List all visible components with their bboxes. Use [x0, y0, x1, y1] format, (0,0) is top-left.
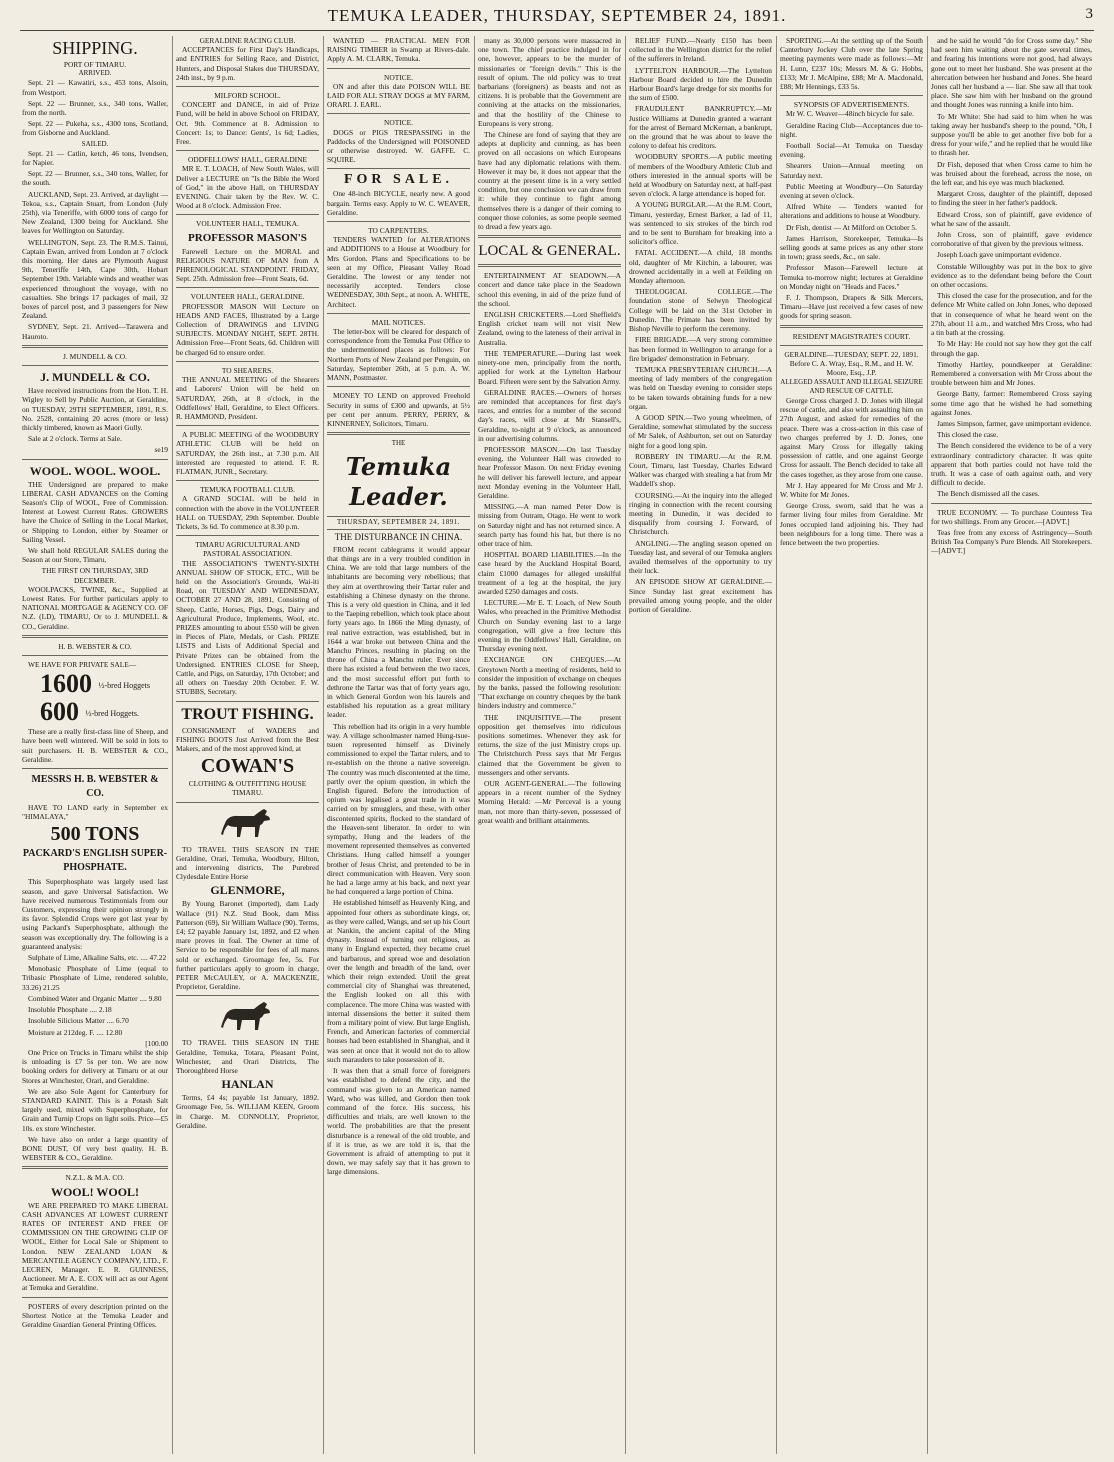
- china-paragraph: This rebellion had its origin in a very humble way. A village schoolmaster named Hung-tsue-tsuen represented himself as Divinely commissioned to expel the Tartar rulers, and to re-establish on the throne a native sovereign. The country was much discontented at the time, partly over the opium question, in which the English figured. Before the introduction of opium was legalised a great trade in it was carried on by smugglers, and these, with other discontented spirits, flocked to the standard of the Heaven-sent liberator. In order to win sympathy, Hung and the leaders of the movement represented themselves as converted Christians. Hung called himself a younger brother of Jesus Christ, and pretended to be in direct communication with Heaven. Very soon he had a large army at his back, and next year he had conquered a large portion of China.: [327, 721, 470, 897]
- money-text: MONEY TO LEND on approved Freehold Security in sums of £300 and upwards, at 5½ per cent per annum. PERRY, PERRY, & KINNERNEY, Solicitors, Timaru.: [327, 391, 470, 428]
- court-continued: Dr Fish, deposed that when Cross came to him he was bruised about the forehead, across the nose, on the left ear, and his eye was much blackened.: [931, 159, 1092, 188]
- divider: [22, 1166, 168, 1169]
- court-continued: John Cross, son of plaintiff, gave evidence corroborative of that given by the previous witness.: [931, 230, 1092, 249]
- local-item: PROFESSOR MASON.—On last Tuesday evening, the Volunteer Hall was crowded to hear Professor Mason. On next Friday evening he will deliver his farewell lecture, and appear next Monday evening in the Volunteer Hall, Geraldine.: [478, 444, 621, 500]
- local-item: ENTERTAINMENT AT SEADOWN.—A concert and dance take place in the Seadown school this evening, in aid of the prize fund of the school.: [478, 271, 621, 308]
- analysis-item: Sulphate of Lime, Alkaline Salts, etc. .... 47.22: [28, 953, 167, 963]
- column-2: [176, 36, 319, 1456]
- local-item: EXCHANGE ON CHEQUES.—At Greytown North a meeting of residents, held to consider the imposition of exchange on cheques by the banks, passed the following resolution: "That exchange on country cheques by the bank hinders industry and commerce.": [478, 655, 621, 711]
- arrival-item: Sept. 22 — Pukeha, s.s., 4300 tons, Scotland, from Gisborne and Auckland.: [22, 119, 168, 138]
- divider: [931, 503, 1092, 504]
- divider: [176, 287, 319, 288]
- court-paragraph: Mr J. Hay appeared for Mr Cross and Mr J. W. White for Mr Jones.: [780, 480, 923, 499]
- wanted-text: WANTED — PRACTICAL MEN FOR RAISING TIMBER in Swamp at Rivers-dale. Apply A. M. CLARK, Temuka.: [327, 36, 470, 64]
- local-item: THE TEMPERATURE.—During last week ninety-one men, principally from the north, applied for work at the Lyttelton Harbour Board. Fifteen were sent by the Salvation Army.: [478, 348, 621, 386]
- column-rule: [927, 36, 928, 1454]
- local-item: THEOLOGICAL COLLEGE.—The foundation stone of Selwyn Theological College will be laid on the 31st October in Dunedin. The Primate has been invited by Bishop Neville to perform the ceremony.: [629, 287, 772, 334]
- arrival-item: Sept. 21 — Kawatiri, s.s., 453 tons, Alsoin, from Westport.: [22, 78, 168, 97]
- woolpacks-text: WOOLPACKS, TWINE, &c., Supplied at Lowest Rates. For further particulars apply to NATIONAL MORTGAGE & AGENCY CO. OF N.Z. (LD), TIMARU, Or to J. MUNDELL & CO., Geraldine.: [22, 584, 168, 631]
- athletic-text: A PUBLIC MEETING of the WOODBURY ATHLETIC CLUB will be held on SATURDAY, the 26th inst., at 7.30 p.m. All interested are requested to attend. F. R. FLATMAN, JUNR., Secretary.: [176, 430, 319, 476]
- packard-price: One Price on Trucks in Timaru whilst the ship is unloading is £7 5s per ton. We are now booking orders for delivery at Timaru or at our Stores at Winchester, Orari, and Geraldine.: [22, 1047, 168, 1085]
- synopsis-heading: SYNOPSIS OF ADVERTISEMENTS.: [793, 100, 910, 110]
- auckland-report: AUCKLAND, Sept. 23. Arrived, at daylight — Tekoa, s.s., Captain Stuart, from London (July 25th), via Teneriffe, with 6000 tons of cargo for New Zealand, 1300 being for Auckland. She leaves for Wellington on Saturday.: [22, 189, 168, 236]
- column-6: [780, 36, 923, 1456]
- court-paragraph: George Cross charged J. D. Jones with illegal rescue of cattle, and also with assaulting him on 27th August, and asked for remedies of the peace. There was a cross-action in this case of two charges preferred by J. D. Jones, one against Mary Cross for illegally taking possession of cattle, and one against George Cross for assault. The Bench decided to take all the cases together, as they arose from one cause.: [780, 395, 923, 479]
- local-item: TEMUKA PRESBYTERIAN CHURCH.—A meeting of lady members of the congregation was held on Tuesday evening to consider steps to be taken towards obtaining funds for a new organ.: [629, 364, 772, 411]
- local-item: A GOOD SPIN.—Two young wheelmen, of Geraldine, somewhat stimulated by the success of Mr Salek, of Ashburton, set out on Saturday night for a good long spin.: [629, 412, 772, 450]
- port-heading: PORT OF TIMARU.: [63, 60, 127, 69]
- local-item: LYTTELTON HARBOUR.—The Lyttelton Harbour Board decided to hire the Dunedin Harbour Board's large dredge for six months for the sum of £500.: [629, 65, 772, 103]
- messrs-heading: MESSRS H. B. WEBSTER & CO.: [31, 774, 159, 800]
- local-item: HOSPITAL BOARD LIABILITIES.—In the case heard by the Auckland Hospital Board, claim £1000 damages for alleged unskilful treatment of a leg at the hospital, the jury awarded £250 damages and costs.: [478, 550, 621, 596]
- sporting-text: SPORTING.—At the settling up of the South Canterbury Jockey Club over the late Spring meeting payments were made as follows:—Mr H. Lunn, £237 10s; Messrs M. & G. Hobbs, £133; Mr J. McAlpine, £88; Mr A. Macdonald, £88; Mr Hennings, £33 5s.: [780, 36, 923, 92]
- divider: [22, 345, 168, 348]
- webster-text: WE HAVE FOR PRIVATE SALE—: [28, 659, 137, 669]
- arrived-heading: ARRIVED.: [78, 69, 112, 78]
- china-paragraph: FROM recent cablegrams it would appear that things are in a very troubled condition in China. We are told that large numbers of the inhabitants are becoming very rebellious; that they aim at overthrowing their Tartar ruler and establishing a Chinese dynasty on the throne. This is a very old question in China, and it led to the Taeping rebellion, which took place about forty years ago. In 1866 the Ming dynasty, of real native extraction, was established, but in 1644 a war broke out between China and the Manchu Princes, resulting in placing on the throne of China a Manchu ruler. Ever since there has existed a feud between the two races, and the most successful effort put forth to dethrone the Tartar was that of forty years ago, in which General Gordon won his laurels and established his reputation as a great military leader.: [327, 544, 470, 720]
- divider: [327, 68, 470, 69]
- bicycle-text: One 48-inch BICYCLE, nearly new. A good bargain. Terms easy. Apply to W. C. WEAVER, Geraldine.: [327, 189, 470, 217]
- synopsis-item: Dr Fish, dentist — At Milford on October 5.: [786, 222, 917, 232]
- paper-dateline: THURSDAY, SEPTEMBER 24, 1891.: [327, 516, 470, 529]
- volunteer-geraldine-text: PROFESSOR MASON Will Lecture on HEADS AND FACES, Illustrated by a Large Collection of DRAWINGS and LIVING SUBJECTS. MONDAY NIGHT, SEPT. 28TH. Admission Free—Front Seats, 6d. Children will be charged 6d to ensure order.: [176, 301, 319, 357]
- volunteer-heading: VOLUNTEER HALL, TEMUKA.: [196, 219, 299, 229]
- divider: [176, 86, 319, 87]
- mundell-text: Have received instructions from the Hon. T. H. Wigley to Sell by Public Auction, at Geraldine, on TUESDAY, 29TH SEPTEMBER, 1891, R.S. No. 2528, containing 20 acres (more or less) thickly timbered, known as Maori Gully.: [22, 386, 168, 432]
- mason-text: Farewell Lecture on the MORAL and RELIGIOUS NATURE OF MAN from A PHRENOLOGICAL STANDPOINT. FRIDAY, Sept. 25th. Admission free—Front Seats, 6d.: [176, 246, 319, 284]
- local-item: ANGLING.—The angling season opened on Tuesday last, and several of our Temuka anglers availed themselves of the opportunity to try their luck.: [629, 538, 772, 576]
- china-heading: THE DISTURBANCE IN CHINA.: [334, 531, 463, 542]
- divider: [780, 95, 923, 96]
- hoggets-row: [40, 671, 168, 699]
- milford-text: CONCERT and DANCE, in aid of Prize Fund, will be held in above School on FRIDAY, Oct. 9th. Commence at 8. Admission to Concert: 1s; to Dance: Gents', 1s 6d; Ladies, Free.: [176, 100, 319, 147]
- carpenters-text: TENDERS WANTED for ALTERATIONS and ADDITIONS to a House at Woodbury for Mrs Gordon. Plans and Specifications to be seen at my Office, Pleasant Valley Road Geraldine. The lowest or any tender not necessarily accepted. Tenders close WEDNESDAY, 30th Sept., at noon. A. WHITE, Architect.: [327, 235, 470, 309]
- hoggets-row: [40, 699, 168, 727]
- divider: [327, 113, 470, 114]
- horse-icon: [220, 1000, 276, 1034]
- hoggets-count: 1600: [40, 669, 92, 699]
- tons-heading: 500 TONS: [50, 823, 140, 846]
- column-3: [327, 36, 470, 1456]
- analysis-item: Insoluble Phosphate .... 2.18: [28, 1005, 112, 1015]
- football-heading: TEMUKA FOOTBALL CLUB.: [200, 485, 295, 495]
- bone-dust-text: We have also on order a large quantity of BONE DUST, Of very best quality. H. B. WEBSTER & CO., Geraldine.: [22, 1134, 168, 1163]
- milford-heading: MILFORD SCHOOL.: [214, 91, 281, 101]
- synopsis-item: Professor Mason—Farewell lecture at Temuka to-morrow night; lectures at Geraldine on Monday night on "Heads and Faces.": [780, 263, 923, 291]
- mason-heading: PROFESSOR MASON'S: [188, 231, 307, 244]
- synopsis-item: Shearers Union—Annual meeting on Saturday next.: [780, 161, 923, 180]
- hanlan-heading: HANLAN: [221, 1077, 274, 1092]
- agri-heading: TIMARU AGRICULTURAL AND PASTORAL ASSOCIATION.: [195, 540, 300, 559]
- court-charge: ALLEGED ASSAULT AND ILLEGAL SEIZURE AND RESCUE OF CATTLE.: [780, 377, 923, 395]
- court-continued: To Mr Hay: He could not say how they got the calf through the gap.: [931, 339, 1092, 358]
- analysis-item: Insoluble Silicious Matter .... 6.70: [28, 1016, 129, 1026]
- divider: [176, 480, 319, 481]
- trout-heading: TROUT FISHING.: [181, 705, 314, 723]
- local-item: MISSING.—A man named Peter Dow is missing from Outram, Otago. He went to work on Saturday night and has not returned since. A search party has found his hat, but there is no other trace of him.: [478, 502, 621, 548]
- local-item: ROBBERY IN TIMARU.—At the R.M. Court, Timaru, last Tuesday, Charles Edward Walker was charged with stealing a hat from Mr Waddell's shop.: [629, 451, 772, 489]
- local-item: FIRE BRIGADE.—A very strong committee has been formed in Wellington to arrange for a fire brigades' demonstration in February.: [629, 335, 772, 363]
- analysis-item: Combined Water and Organic Matter .... 9.80: [28, 993, 162, 1003]
- advert-tea: TRUE ECONOMY. — To purchase Countess Tea for two shillings. From any Grocer.—[ADVT.]: [931, 507, 1092, 526]
- cowan-heading: COWAN'S: [200, 755, 295, 778]
- paper-nameplate: Temuka Leader.: [345, 452, 452, 512]
- local-item: RELIEF FUND.—Nearly £150 has been collected in the Wellington district for the relief of the sufferers in Ireland.: [629, 36, 772, 64]
- local-item: FRAUDULENT BANKRUPTCY.—Mr Justice Williams at Dunedin granted a warrant for the arrest of Bernard McKernan, a bankrupt, on the ground that he was about to leave the colony to defeat his creditors.: [629, 104, 772, 151]
- mundell-name: J. MUNDELL & CO.: [40, 370, 150, 385]
- divider: [478, 264, 621, 267]
- divider: [327, 221, 470, 222]
- hoggets-count: 600: [40, 697, 79, 727]
- court-continued: This closed the case for the prosecution, and for the defence Mr White called on John Jones, who deposed that in consequence of what he heard went on the 27th, about 11 a.m., and watched Mrs Cross, who had a tin bath at the crossing.: [931, 291, 1092, 338]
- glenmore-text: TO TRAVEL THIS SEASON IN THE Geraldine, Orari, Temuka, Woodbury, Hilton, and intervening districts, The Purebred Clydesdale Entire Horse: [176, 844, 319, 882]
- agri-text: THE ASSOCIATION'S TWENTY-SIXTH ANNUAL SHOW OF STOCK, ETC., Will be held on the Association's Grounds, Wai-iti Road, on TUESDAY AND WEDNESDAY, OCTOBER 27 AND 28, 1891, Consisting of Sheep, Cattle, Horses, Pigs, Dogs, Dairy and Agricultural Produce, Implements, Wool, etc. PRIZES amounting to about £550 will be given in Pieces of Plate, Medals, or Cash. PRIZE LISTS and Lists of Additional Special and Private Prizes can be obtained from the Undersigned. ENTRIES CLOSE for Sheep, Cattle, and Pigs, on Saturday, 17th October; and all others on Tuesday 20th October. F. W. STUBBS, Secretary.: [176, 558, 319, 697]
- local-item: FATAL ACCIDENT.—A child, 18 months old, daughter of Mr Kitchin, a labourer, was drowned accidentally in a well at Feilding on Monday afternoon.: [629, 248, 772, 286]
- page-number: 3: [1085, 6, 1094, 22]
- sailed-item: Sept. 21 — Catlin, ketch, 46 tons, Ivendsen, for Napier.: [22, 148, 168, 168]
- local-general-heading: LOCAL & GENERAL.: [478, 243, 621, 260]
- synopsis-item: Alfred White — Tenders wanted for alterations and additions to house at Woodbury.: [780, 202, 923, 221]
- court-continued: This closed the case.: [937, 430, 999, 440]
- local-item: COURSING.—At the inquiry into the alleged ringing in connection with the recent coursing meeting in Dunedin, it was decided to disqualify from coursing J. Forward, of Christchurch.: [629, 490, 772, 537]
- divider: [176, 995, 319, 996]
- sailed-item: Sept. 22 — Brunner, s.s., 340 tons, Waller, for the south.: [22, 169, 168, 188]
- oddfellows-heading: ODDFELLOWS' HALL, GERALDINE: [188, 155, 307, 165]
- horse-icon: [220, 807, 276, 841]
- messrs-text: HAVE TO LAND early in September ex "HIMALAYA,": [22, 803, 168, 822]
- synopsis-item: James Harrison, Storekeeper, Temuka—Is selling goods at same prices as any other store in town; grass seeds, &c., on sale.: [780, 233, 923, 262]
- china-continued: many as 30,000 persons were massacred in one town. The chief practice indulged in for one, however, appears to be the murder of missionaries or "foreign devils." This is the result of opium. The old policy was to treat barbarians (foreigners) as beasts and not as citizens. It is probable that the Government are conniving at the attacks on the missionaries, and that the hostility of the Chinese to Europeans is very strong.: [478, 36, 621, 128]
- divider: [22, 655, 168, 656]
- wellington-report: WELLINGTON, Sept. 23. The R.M.S. Tainui, Captain Ewan, arrived from London at 7 o'clock this morning. Her dates are Plymouth August 9th, Teneriffe 14th, Cape 30th, Hobart September 19th. Variable winds and weather was experienced throughout the voyage, with no casualties. She brings 17 packages of mail, 32 boxes of parcel post, and 3 passengers for New Zealand.: [22, 237, 168, 321]
- divider: [780, 345, 923, 346]
- column-rule: [172, 36, 173, 1454]
- carpenters-heading: TO CARPENTERS.: [368, 226, 429, 236]
- glenmore-heading: GLENMORE,: [210, 883, 285, 898]
- court-continued: The Bench considered the evidence to be of a very extraordinary contradictory character. It was quite apparent that both parties could not have told the truth. It was a case of oath against oath, and very difficult to decide.: [931, 441, 1092, 488]
- synopsis-item: F. J. Thompson, Drapers & Silk Mercers, Timaru—Have just received a few cases of new goods for spring season.: [780, 293, 923, 321]
- analysis-item: Monobasic Phosphate of Lime (equal to Tribasic Phosphate of Lime, rendered soluble, 33.26) 21.25: [22, 964, 168, 992]
- shearers-heading: TO SHEARERS.: [221, 365, 274, 375]
- divider: [22, 635, 168, 638]
- court-continued: The Bench dismissed all the cases.: [937, 489, 1040, 499]
- wool-first-sale: THE FIRST ON THURSDAY, 3RD DECEMBER.: [41, 566, 149, 585]
- court-continued: Constable Willoughby was put in the box to give evidence as to the defendant being before the Court on other occasions.: [931, 261, 1092, 290]
- divider: [176, 214, 319, 215]
- synopsis-item: Mr W. C. Weaver—48inch bicycle for sale.: [786, 109, 914, 119]
- mail-text: The letter-box will be cleared for despatch of correspondence from the Temuka Post Office to the undermentioned places as follows: For Northern Ports of New Zealand per Penguin, on Saturday, September 26th, at 5 p.m. A. W. MANN, Postmaster.: [327, 327, 470, 383]
- local-item: LECTURE.—Mr E. T. Loach, of New South Wales, who preached in the Primitive Methodist Church on Sunday evening last to a large congregation, will give a free lecture this evening in the Oddfellows' Hall, Geraldine, on Thursday evening next.: [478, 598, 621, 654]
- poison-text: ON and after this date POISON WILL BE LAID FOR ALL STRAY DOGS at MY FARM, ORARI. J. EARL.: [327, 81, 470, 110]
- wool-text: THE Undersigned are prepared to make LIBERAL CASH ADVANCES on the Coming Season's Clip of WOOL, Free of Commission. Interest at Lowest Current Rates. GROWERS have the Choice of Selling in the Local Market, or Shipping to London, either by Steamer or Sailing Vessel.: [22, 479, 168, 544]
- racing-text: ACCEPTANCES for First Day's Handicaps, and ENTRIES for Selling Race, and District, Hunters, and Disposal Stakes due THURSDAY, 24th inst., by 9 p.m.: [176, 45, 319, 82]
- divider: [176, 701, 319, 702]
- masthead: [20, 6, 1094, 30]
- packard-heading: PACKARD'S ENGLISH SUPER-PHOSPHATE.: [22, 848, 168, 874]
- shipping-heading: SHIPPING.: [52, 38, 138, 58]
- webster-heading: H. B. WEBSTER & CO.: [58, 641, 132, 651]
- divider: [176, 535, 319, 536]
- hoggets-note: These are a really first-class line of Sheep, and have been well wintered. Will be sold in lots to suit purchasers. H. B. WEBSTER & CO., Geraldine.: [22, 727, 168, 764]
- hanlan-text: TO TRAVEL THIS SEASON IN THE Geraldine, Temuka, Totara, Pleasant Point, Winchester, and Orari Districts, The Thoroughbred Horse: [176, 1038, 319, 1076]
- local-item: GERALDINE RACES.—Owners of horses are reminded that acceptances for first day's races, and entries for a number of the second day's races, will close at Mr Stansell's, Geraldine, to-night at 9 o'clock, as announced in our advertising columns.: [478, 387, 621, 443]
- court-continued: and he said he would "do for Cross some day." She had seen him waiting about the gate several times, and fearing his intentions were not good, had always gone out to meet her husband. She was present at the altercation between her husband and Jones. She heard Jones call her husband a — liar. She saw all that took place. She saw him with her husband on the ground and thought Jones was running a knife into him.: [931, 36, 1092, 110]
- court-continued: George Batty, farmer: Remembered Cross saying some time ago that he wished he had something against Jones.: [931, 389, 1092, 417]
- cowan-sub: CLOTHING & OUTFITTING HOUSE TIMARU.: [188, 779, 307, 798]
- local-item: ENGLISH CRICKETERS.—Lord Sheffield's English cricket team will not visit New Zealand, owing to the lateness of their arrival in Australia.: [478, 310, 621, 347]
- column-rule: [323, 36, 324, 1454]
- court-continued: Edward Cross, son of plaintiff, gave evidence of what he saw of the assault.: [931, 209, 1092, 228]
- divider: [478, 235, 621, 238]
- nzla-heading: N.Z.L. & M.A. CO.: [65, 1173, 125, 1183]
- court-heading: RESIDENT MAGISTRATE'S COURT.: [792, 331, 911, 341]
- glenmore-pedigree: By Young Baronet (imported), dam Lady Wallace (91) N.Z. Stud Book, dam Miss Patterson (69), Sir William Wallace (90). Terms, £4; £2 payable January 1st, 1892, and £2 when mare proves in foal. The Owner at time of Service to be responsible for fees of all mares sold or exchanged. Groomage fee, 5s. For further particulars apply to groom in charge, PETER McCAULEY, or A. MACKENZIE, Proprietor, Geraldine.: [176, 899, 319, 992]
- sydney-report: SYDNEY, Sept. 21. Arrived—Tarawera and Hauroto.: [22, 322, 168, 341]
- racing-heading: GERALDINE RACING CLUB.: [199, 36, 296, 45]
- mundell-code: se19: [154, 445, 168, 455]
- football-text: A GRAND SOCIAL will be held in connection with the above in the VOLUNTEER HALL on TUESDAY, 29th September. Double Tickets, 3s 6d. To commence at 8.30 p.m.: [176, 494, 319, 531]
- china-paragraph: It was then that a small force of foreigners was established to defend the city, and the command was given to an American named Ward, who was killed, and Gordon then took command of the force. His success, his difficulties and trials, are well known to the world. The probabilities are that the present disturbance is a renewal of the old trouble, and if it is true, as we are told it is, that the Government is afraid of attempting to put it down, we may safely say that it has grown to large dimensions.: [327, 1066, 470, 1177]
- column-7: [931, 36, 1092, 1456]
- local-item: OUR AGENT-GENERAL.—The following appears in a recent number of the Sydney Morning Herald: —Mr Perceval is a young man, not more than thirty-seven, possessed of great wealth and brilliant attainments.: [478, 779, 621, 825]
- court-continued: James Simpson, farmer, gave unimportant evidence.: [937, 418, 1092, 428]
- local-item: A YOUNG BURGLAR.—At the R.M. Court, Timaru, yesterday, Ernest Barker, a lad of 11, was sentenced to six strokes of the birch rod and to be sent to Burnham for breaking into a solicitor's office.: [629, 200, 772, 247]
- china-paragraph: He established himself as Heavenly King, and appointed four others as subordinate kings, or, as they were called, Wangs, and set up his Court at Nankin, the ancient capital of the Ming dynasty. Instead of turning out religious, as many in England expected, they became cruel and barbarous, and spread woe and desolation over the length and breadth of the land, over which their reign extended. Until the great commercial city of Shanghai was threatened, the English looked on all this with complacence. The more China was wasted with internal dissensions the better it suited them from a military point of view. But large English, French, and American factories of commercial houses had been established in Shanghai, and it was seen at once that it would not do to allow such marauders to take possession of it.: [327, 898, 470, 1064]
- synopsis-item: Geraldine Racing Club—Acceptances due to-night.: [780, 120, 923, 139]
- court-before: Before C. A. Wray, Esq., R.M., and H. W. Moore, Esq., J.P.: [789, 359, 914, 378]
- notice-heading: NOTICE.: [384, 72, 413, 82]
- column-rule: [625, 36, 626, 1454]
- column-4: [478, 36, 621, 1456]
- court-continued: To Mr White: She had said to him when he was taking away her husband's sheep to the pound, "Oh, I suppose you'll be able to get another five bob for a dress for your wife," and he replied that he would like to thrash her.: [931, 111, 1092, 158]
- court-continued: Joseph Loach gave unimportant evidence.: [937, 250, 1062, 260]
- pigs-text: DOGS or PIGS TRESPASSING in the Paddocks of the Undersigned will POISONED or otherwise destroyed. W. GAFFE. C. SQUIRE.: [327, 127, 470, 165]
- kainit-text: We are also Sole Agent for Canterbury for STANDARD KAINIT. This is a Potash Salt largely used, mixed with Superphosphate, for Grain and Turnip Crops on light soils. Price—£5 10s. ex store Winchester.: [22, 1086, 168, 1133]
- forsale-heading: FOR SALE.: [343, 172, 454, 188]
- local-item: WOODBURY SPORTS.—A public meeting of members of the Woodbury Athletic Club and others interested in the annual sports will be held at Woodbury on Saturday next, at half-past seven o'clock. A large attendance is hoped for.: [629, 152, 772, 199]
- divider: [327, 313, 470, 314]
- divider: [22, 459, 168, 460]
- divider: [780, 325, 923, 328]
- hanlan-terms: Terms, £4 4s; payable 1st January, 1892. Groomage Fee, 5s. WILLIAM KEEN, Groom in Charge. M. CONNOLLY, Proprietor, Geraldine.: [176, 1093, 319, 1130]
- divider: [22, 365, 168, 366]
- china-continued: The Chinese are fond of saying that they are adepts at duplicity and cunning, as has been proved on all occasions on which Europeans have had any diplomatic relations with them. However it may be, it does not appear that the country at the present time is in a very settled condition, but one conclusion we can draw from it: while they continue to fight among themselves there is a danger of their coming to conquer those colonies, as some people seemed to dread a few years ago.: [478, 130, 621, 232]
- posters-text: POSTERS of every description printed on the Shortest Notice at the Temuka Leader and Geraldine Guardian General Printing Offices.: [22, 1301, 168, 1329]
- advert-tea: Teas free from any excess of Astringency—South British Tea Company's Pure Blends. All Storekeepers.—[ADVT.]: [931, 527, 1092, 556]
- mail-heading: MAIL NOTICES.: [371, 317, 426, 327]
- sailed-heading: SAILED.: [81, 139, 109, 148]
- divider: [22, 1297, 168, 1298]
- synopsis-item: Public Meeting at Woodbury—On Saturday evening at seven o'clock.: [780, 181, 923, 201]
- mundell-heading: J. MUNDELL & CO.: [63, 351, 127, 361]
- court-continued: Timothy Hartley, poundkeeper at Geraldine: Remembered a conversation with Mr Cross about the trouble between him and Mr Jones.: [931, 359, 1092, 388]
- divider: [176, 361, 319, 362]
- divider: [176, 150, 319, 151]
- arrival-item: Sept. 22 — Brunner, s.s., 340 tons, Waller, from the north.: [22, 98, 168, 118]
- analysis-item: Moisture at 212deg. F. .... 12.80: [28, 1027, 123, 1037]
- column-5: [629, 36, 772, 1456]
- column-1: [22, 36, 168, 1456]
- synopsis-item: Football Social—At Temuka on Tuesday evening.: [780, 141, 923, 160]
- nzla-text: WE ARE PREPARED TO MAKE LIBERAL CASH ADVANCES AT LOWEST CURRENT RATES OF INTEREST AND FREE OF COMMISSION ON THE GROWING CLIP OF WOOL, Either for Local Sale or Shipment to London. NEW ZEALAND LOAN & MERCANTILE AGENCY COMPANY, LTD., F. LECREN, Manager. E. R. GUINNESS, Auctioneer. Mr A. E. COX will act as our Agent at Temuka and Geraldine.: [22, 1200, 168, 1293]
- column-rule: [776, 36, 777, 1454]
- hoggets-label: ½-bred Hoggets: [98, 681, 151, 691]
- paper-the: THE: [391, 439, 406, 448]
- column-rule: [474, 36, 475, 1454]
- mundell-sale: Sale at 2 o'clock. Terms at Sale.: [28, 434, 122, 444]
- masthead-rule: [20, 30, 1094, 31]
- trout-text: CONSIGNMENT of WADERS and FISHING BOOTS Just Arrived from the Best Makers, and of the most approved kind, at: [176, 725, 319, 753]
- oddfellows-text: MR E. T. LOACH, of New South Wales, will Deliver a LECTURE on "Is the Bible the Word of God," in the above Hall, on THURSDAY EVENING. Chair taken by the Rev. W. C. Wood at 8 o'clock. Admission Free.: [176, 164, 319, 211]
- court-date: GERALDINE—TUESDAY, SEPT. 22, 1891.: [784, 349, 919, 359]
- local-item: AN EPISODE SHOW AT GERALDINE.—Since Sunday last great excitement has prevailed among young people, and the older portion of Geraldine.: [629, 577, 772, 614]
- shearers-text: THE ANNUAL MEETING of the Shearers and Laborers' Union will be held on SATURDAY, 26th, at 8 o'clock, in the Oddfellows' Hall, Geraldine, to Elect Officers. R. HAMMOND, President.: [176, 375, 319, 421]
- wool-heading: WOOL. WOOL. WOOL.: [29, 463, 161, 478]
- divider: [176, 425, 319, 426]
- divider: [327, 168, 470, 169]
- divider: [22, 768, 168, 769]
- local-item: THE INQUISITIVE.—The present opposition get themselves into ridiculous positions sometimes. Whenever they ask for returns, the size of the just Ministry crops up. The Christchurch Press says that Mr Fergus claimed that the Government be given to messengers and other servants.: [478, 712, 621, 777]
- wool-sales: We shall hold REGULAR SALES during the Season at our Store, Timaru,: [22, 545, 168, 565]
- divider: [327, 432, 470, 435]
- court-continued: Margaret Cross, daughter of the plaintiff, deposed to finding the steer in her father's paddock.: [931, 189, 1092, 208]
- notice-heading: NOTICE.: [384, 118, 413, 128]
- volunteer-geraldine-heading: VOLUNTEER HALL, GERALDINE.: [190, 292, 305, 302]
- packard-text: This Superphosphate was largely used last season, and gave Universal Satisfaction. We have received numerous Testimonials from our Customers, expressing their opinion strongly in its favor. Splendid Crops were got last year by using Packard's Superphosphate, although the season was exceptionally dry. The following is a guaranteed analysis:: [22, 877, 168, 951]
- analysis-total: [100.00: [145, 1038, 168, 1048]
- divider: [176, 802, 319, 803]
- hoggets-label: ½-bred Hoggets.: [85, 709, 140, 719]
- court-paragraph: George Cross, sworn, said that he was a farmer living four miles from Geraldine. Mr Jones occupied land adjoining his. They had been neighbours for a long time. There was a fence between the two properties.: [780, 501, 923, 547]
- nzla-wool: WOOL! WOOL!: [50, 1184, 140, 1199]
- divider: [327, 386, 470, 387]
- masthead-title: TEMUKA LEADER, THURSDAY, SEPTEMBER 24, 1891.: [327, 6, 787, 25]
